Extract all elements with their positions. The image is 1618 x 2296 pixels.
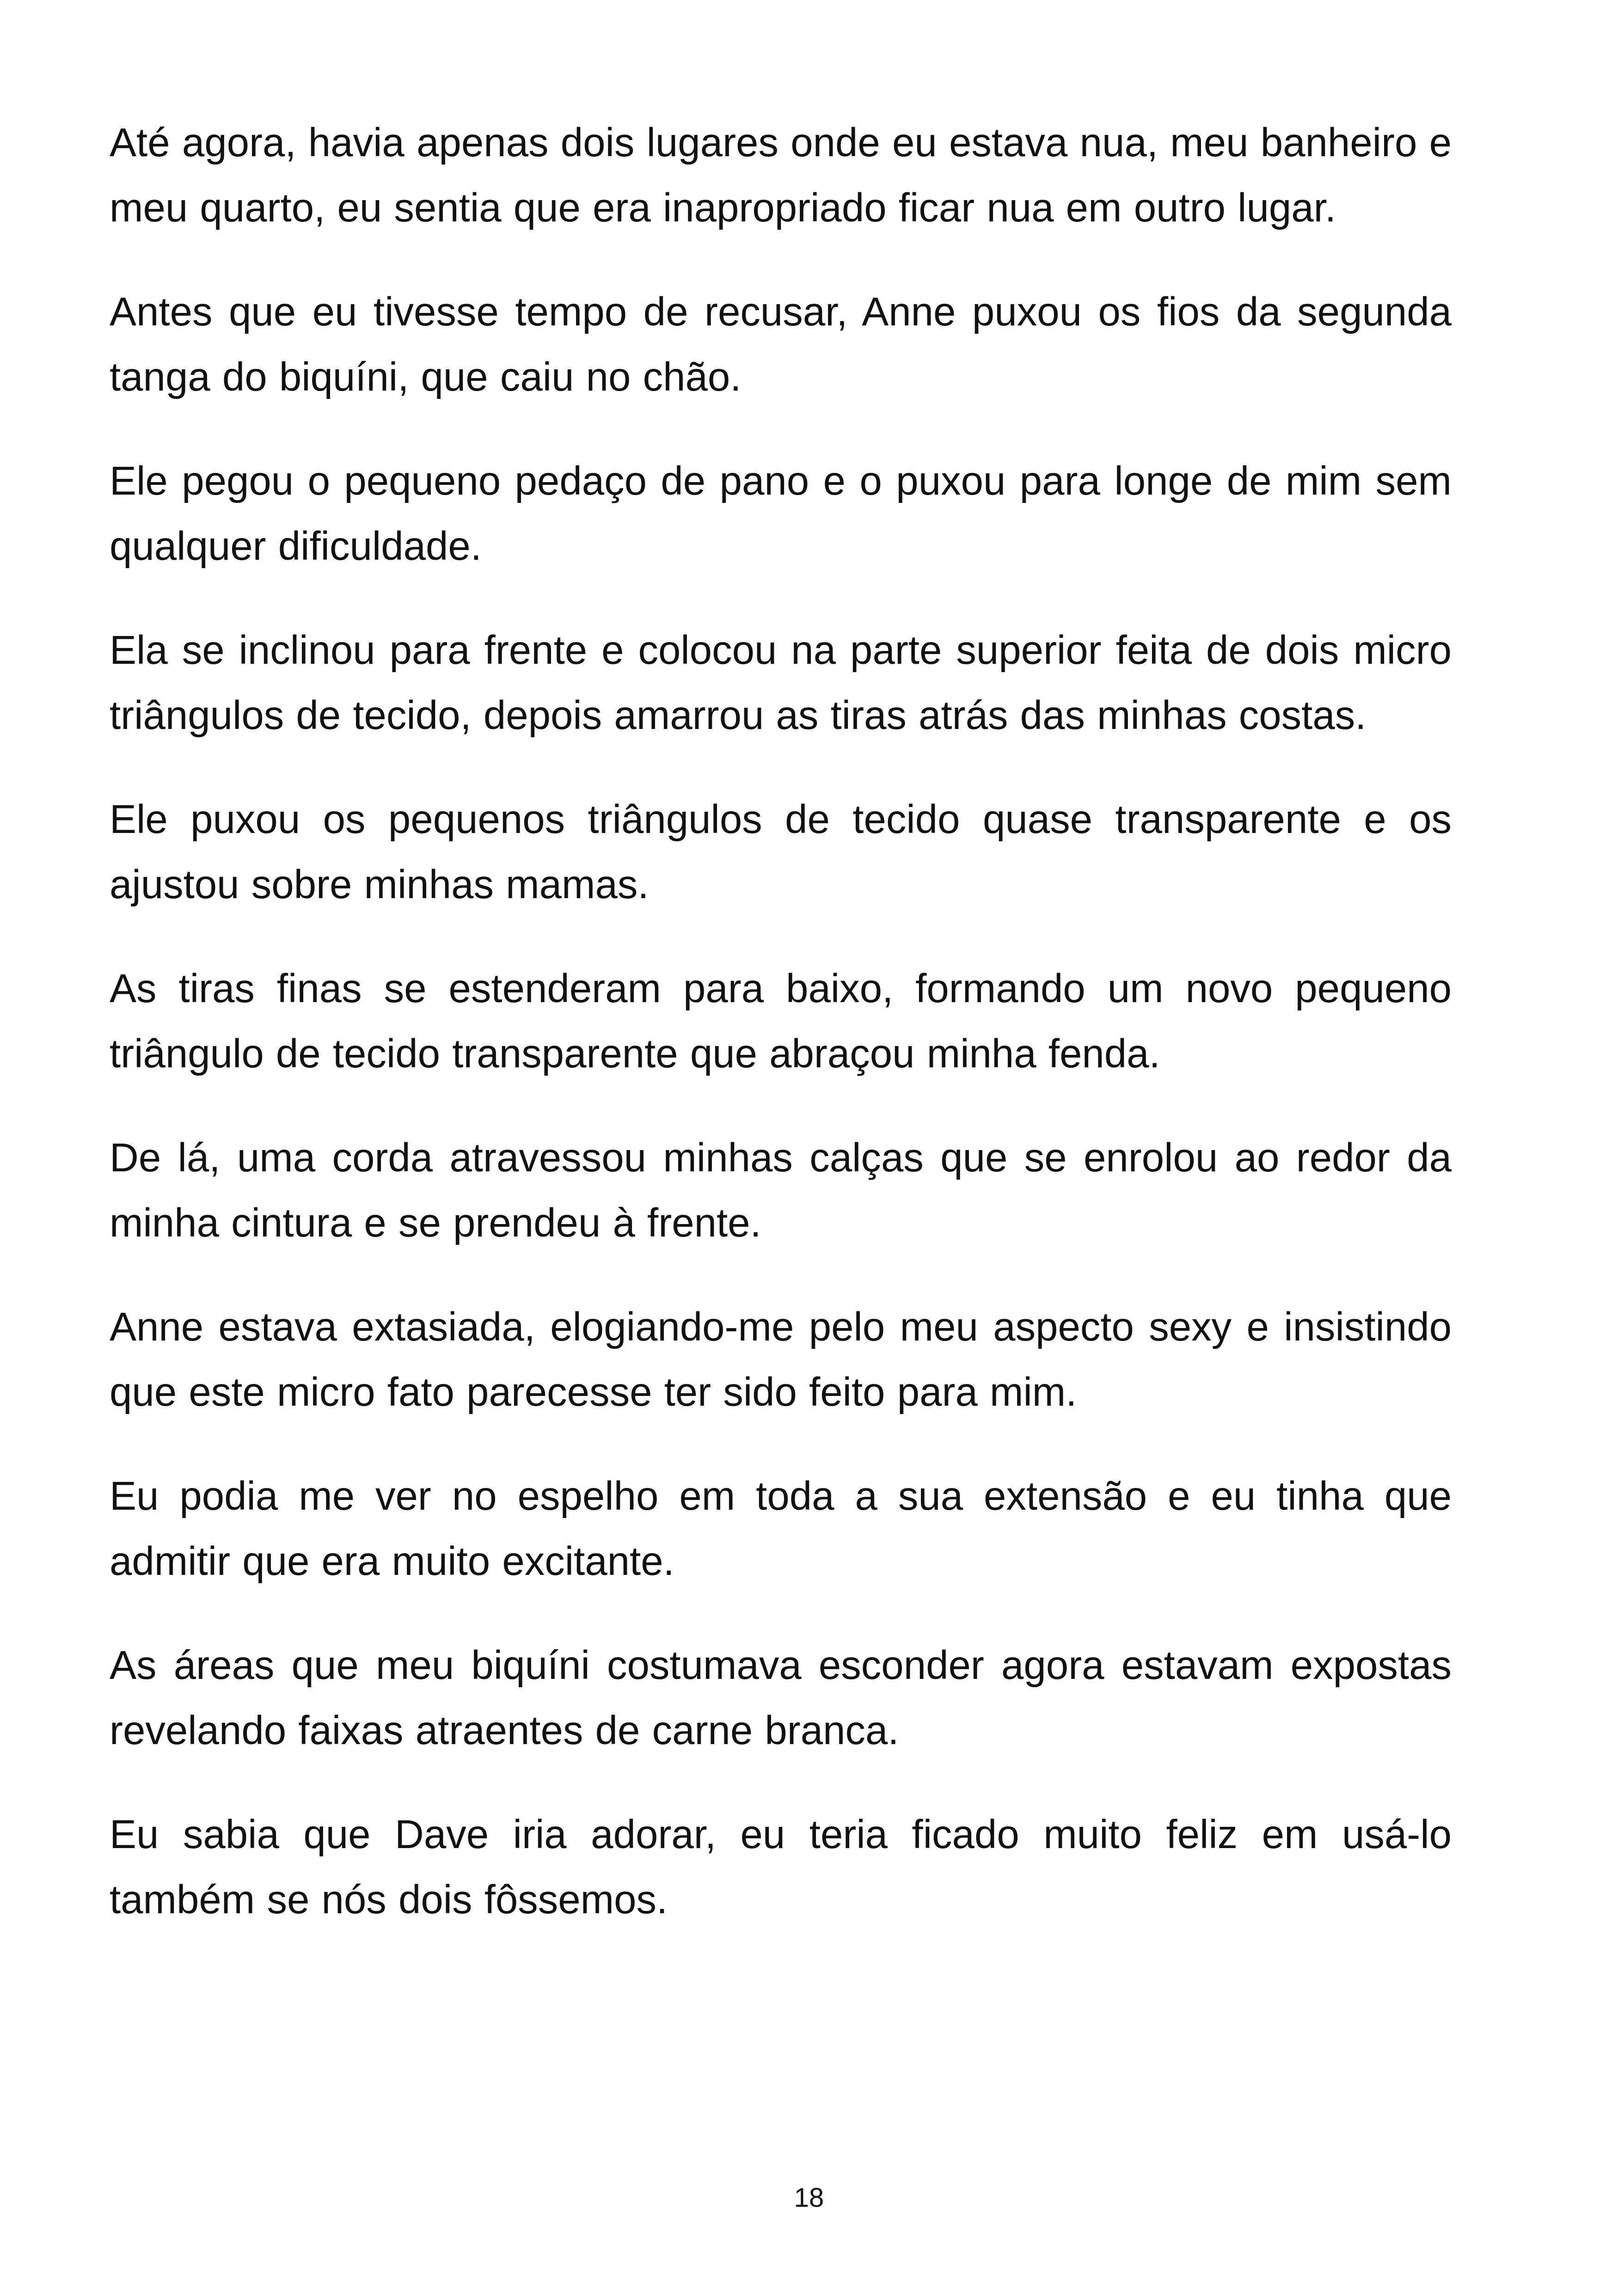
paragraph: As tiras finas se estenderam para baixo, formando um novo pequeno triângulo de tecido transparente que abraçou minha fenda. — [110, 966, 1452, 1076]
paragraph: De lá, uma corda atravessou minhas calças que se enrolou ao redor da minha cintura e se prendeu à frente. — [110, 1135, 1452, 1245]
page-number: 18 — [794, 2183, 824, 2213]
body-text — [110, 110, 1452, 1971]
paragraph: Até agora, havia apenas dois lugares onde eu estava nua, meu banheiro e meu quarto, eu sentia que era inapropriado ficar nua em outro lugar. — [110, 120, 1452, 230]
paragraph: Ele puxou os pequenos triângulos de tecido quase transparente e os ajustou sobre minhas mamas. — [110, 797, 1452, 907]
paragraph: Ela se inclinou para frente e colocou na parte superior feita de dois micro triângulos de tecido, depois amarrou as tiras atrás das minhas costas. — [110, 628, 1452, 738]
paragraph: As áreas que meu biquíni costumava esconder agora estavam expostas revelando faixas atraentes de carne branca. — [110, 1643, 1452, 1753]
paragraph: Eu podia me ver no espelho em toda a sua extensão e eu tinha que admitir que era muito excitante. — [110, 1474, 1452, 1584]
paragraph: Eu sabia que Dave iria adorar, eu teria ficado muito feliz em usá-lo também se nós dois fôssemos. — [110, 1812, 1452, 1922]
paragraph: Antes que eu tivesse tempo de recusar, Anne puxou os fios da segunda tanga do biquíni, que caiu no chão. — [110, 289, 1452, 399]
paragraph: Ele pegou o pequeno pedaço de pano e o puxou para longe de mim sem qualquer dificuldade. — [110, 459, 1452, 569]
paragraph: Anne estava extasiada, elogiando-me pelo meu aspecto sexy e insistindo que este micro fato parecesse ter sido feito para mim. — [110, 1304, 1452, 1414]
